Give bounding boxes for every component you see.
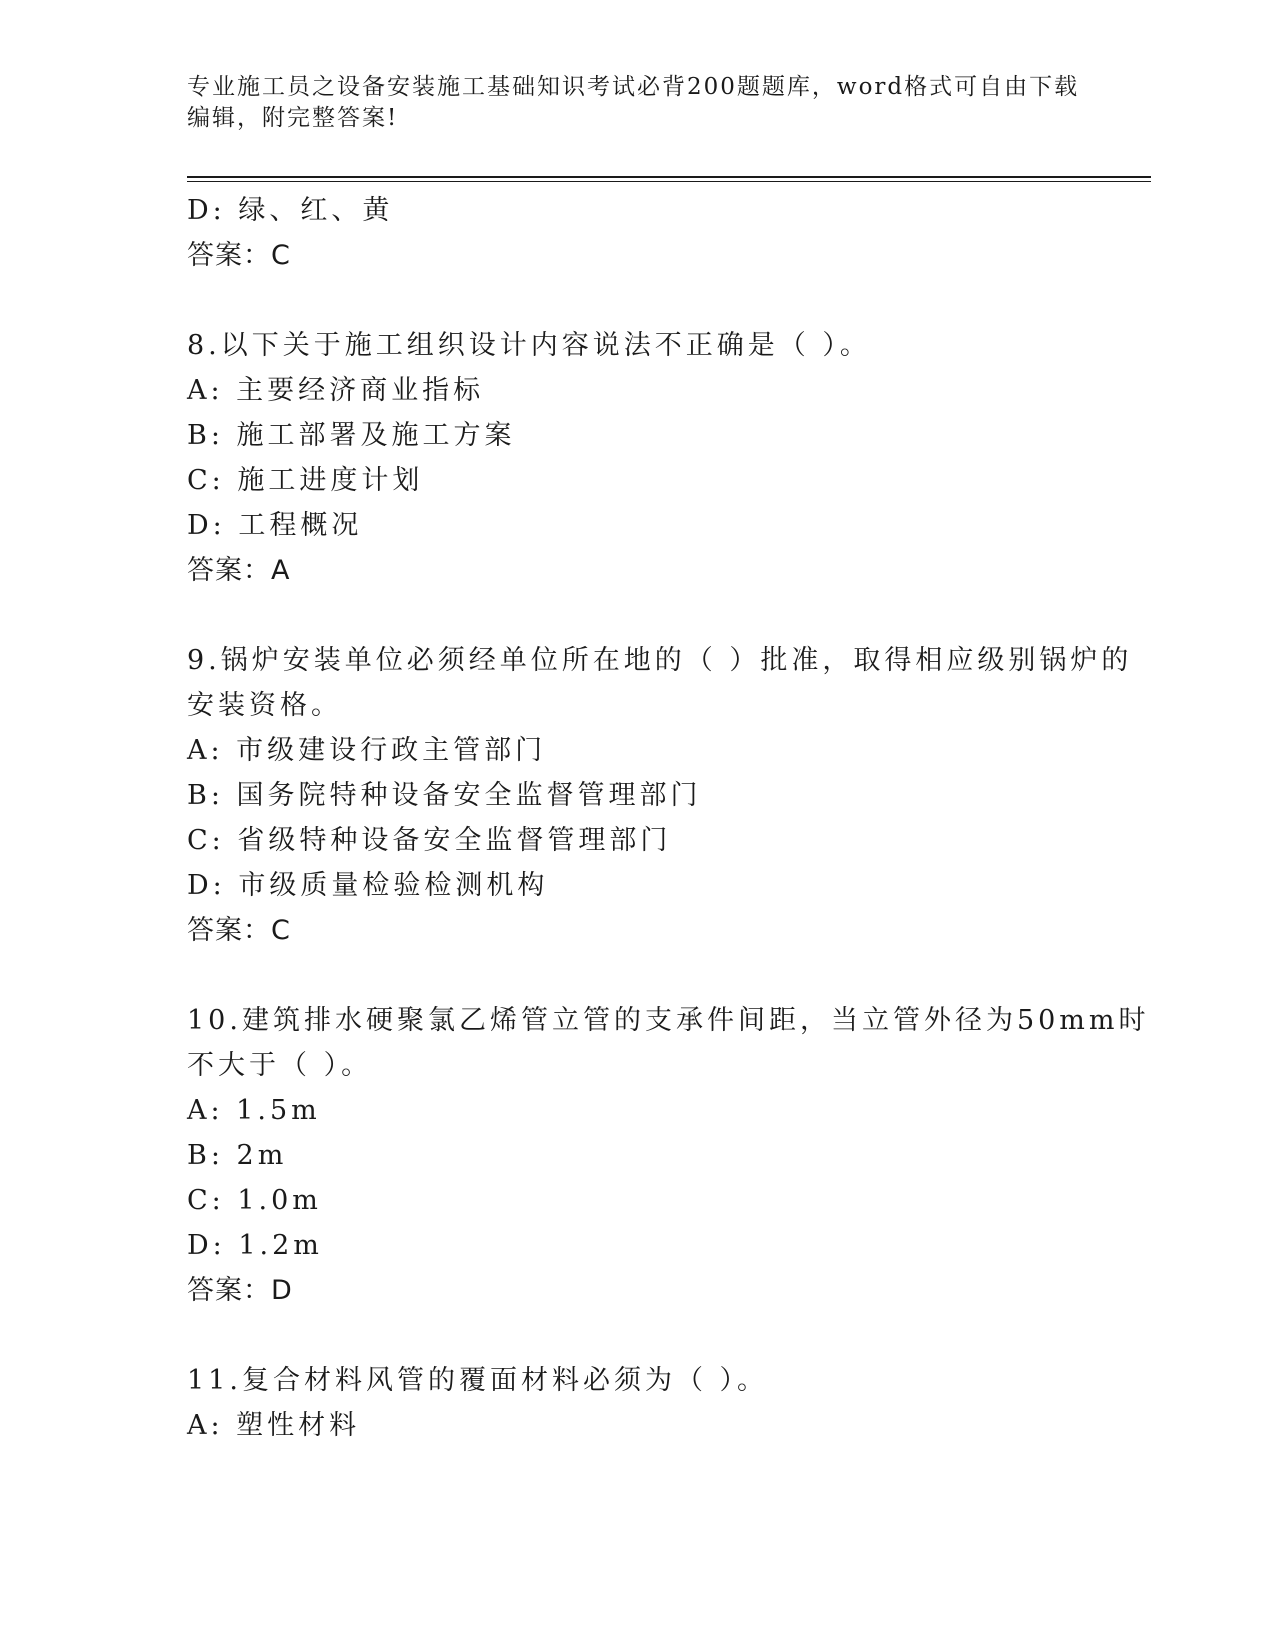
option-b: B: 施工部署及施工方案 — [187, 420, 516, 451]
document-title: 专业施工员之设备安装施工基础知识考试必背200题题库，word格式可自由下载编辑，附完整答案! — [187, 74, 1080, 131]
question-stem-line-1: 10.建筑排水硬聚氯乙烯管立管的支承件间距，当立管外径为50mm时 — [187, 1005, 1150, 1036]
question-7-tail — [187, 188, 1087, 278]
option-a: A: 主要经济商业指标 — [187, 375, 485, 406]
option-d: D: 工程概况 — [187, 510, 363, 541]
spacer — [187, 278, 1087, 323]
answer: 答案：C — [187, 915, 291, 946]
option-b: B: 2m — [187, 1140, 288, 1171]
spacer — [187, 593, 1087, 638]
option-a: A: 1.5m — [187, 1095, 321, 1126]
option-d: D: 市级质量检验检测机构 — [187, 870, 549, 901]
option-c: C: 1.0m — [187, 1185, 322, 1216]
option-d: D: 绿、红、黄 — [187, 195, 394, 226]
question-11 — [187, 1358, 1087, 1448]
question-9 — [187, 638, 1133, 953]
answer: 答案：C — [187, 240, 291, 271]
question-stem-line-1: 9.锅炉安装单位必须经单位所在地的（ ）批准，取得相应级别锅炉的 — [187, 645, 1133, 676]
header-divider-thin — [187, 181, 1151, 182]
header-divider — [187, 176, 1151, 178]
option-c: C: 施工进度计划 — [187, 465, 424, 496]
option-a: A: 市级建设行政主管部门 — [187, 735, 547, 766]
question-10 — [187, 998, 1150, 1313]
answer: 答案：A — [187, 555, 291, 586]
spacer — [187, 1313, 1087, 1358]
question-stem: 11.复合材料风管的覆面材料必须为（ ）。 — [187, 1365, 769, 1396]
question-8 — [187, 323, 1087, 593]
option-c: C: 省级特种设备安全监督管理部门 — [187, 825, 672, 856]
question-list — [187, 188, 1150, 1448]
question-stem-line-2: 不大于（ ）。 — [187, 1050, 373, 1081]
page-header — [187, 72, 1087, 134]
option-b: B: 国务院特种设备安全监督管理部门 — [187, 780, 702, 811]
option-a: A: 塑性材料 — [187, 1410, 361, 1441]
question-stem: 8.以下关于施工组织设计内容说法不正确是（ ）。 — [187, 330, 871, 361]
answer: 答案：D — [187, 1275, 293, 1306]
option-d: D: 1.2m — [187, 1230, 323, 1261]
spacer — [187, 953, 1087, 998]
question-stem-line-2: 安装资格。 — [187, 690, 342, 721]
